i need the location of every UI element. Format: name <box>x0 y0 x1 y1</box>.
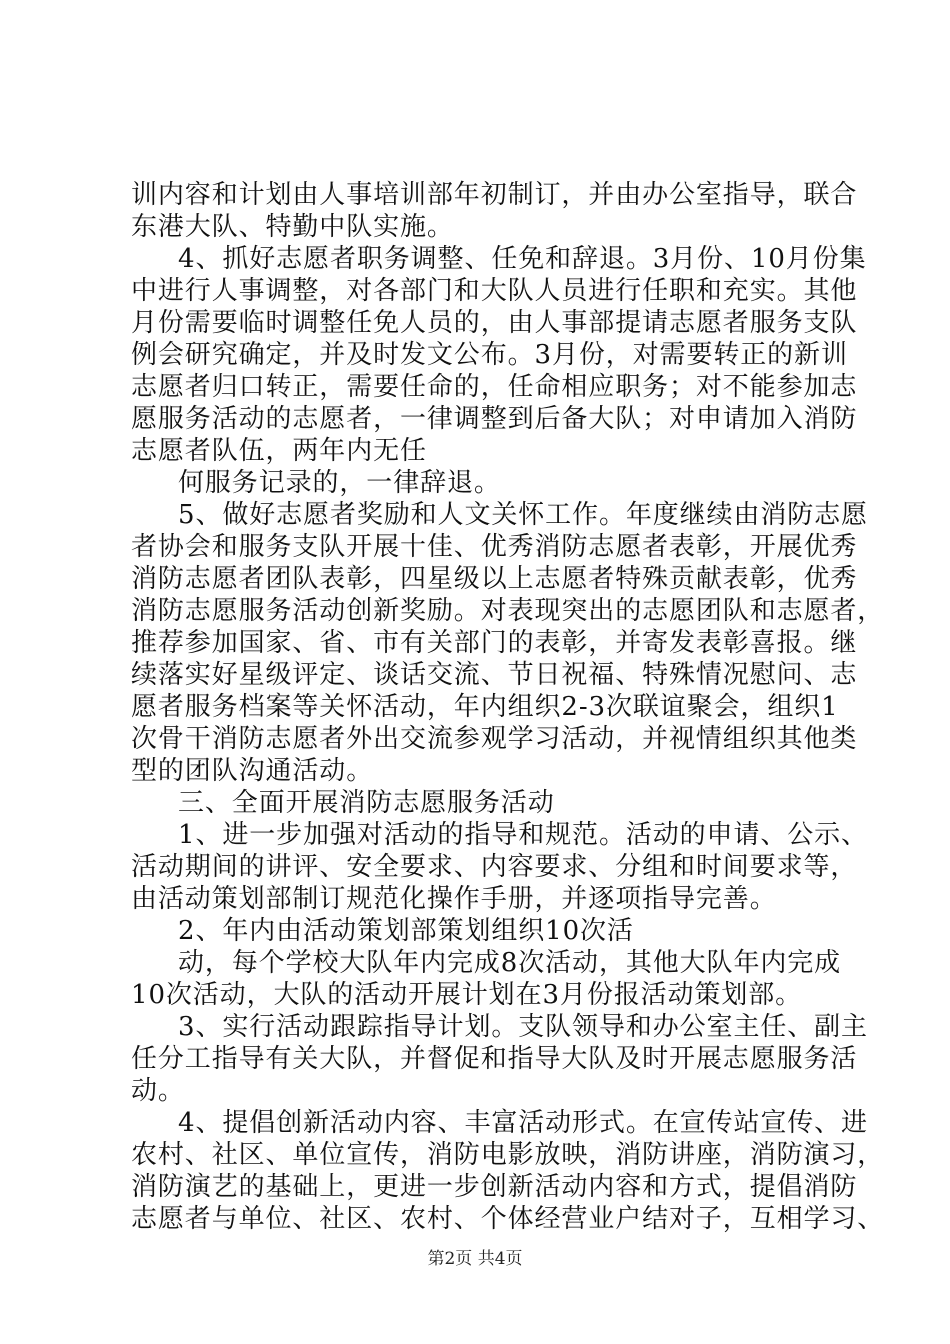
section-heading: 三、全面开展消防志愿服务活动 <box>178 788 555 818</box>
text-line: 者协会和服务支队开展十佳、优秀消防志愿者表彰，开展优秀 <box>131 532 858 562</box>
text-line: 愿者服务档案等关怀活动，年内组织2-3次联谊聚会，组织1 <box>131 692 839 722</box>
page-number: 第2页 共4页 <box>427 1249 523 1269</box>
text-line: 消防志愿服务活动创新奖励。对表现突出的志愿团队和志愿者， <box>131 596 885 626</box>
text-line: 东港大队、特勤中队实施。 <box>131 212 454 242</box>
text-line: 10次活动，大队的活动开展计划在3月份报活动策划部。 <box>131 980 803 1010</box>
text-line: 次骨干消防志愿者外出交流参观学习活动，并视情组织其他类 <box>131 724 858 754</box>
text-line: 愿服务活动的志愿者，一律调整到后备大队；对申请加入消防 <box>131 404 858 434</box>
text-line: 训内容和计划由人事培训部年初制订，并由办公室指导，联合 <box>131 180 858 210</box>
text-line: 2、年内由活动策划部策划组织10次活 <box>178 916 634 946</box>
text-line: 志愿者队伍，两年内无任 <box>131 436 427 466</box>
text-line: 农村、社区、单位宣传，消防电影放映，消防讲座，消防演习， <box>131 1140 885 1170</box>
text-line: 志愿者与单位、社区、农村、个体经营业户结对子，互相学习、 <box>131 1204 885 1234</box>
text-line: 续落实好星级评定、谈话交流、节日祝福、特殊情况慰问、志 <box>131 660 858 690</box>
text-line: 4、抓好志愿者职务调整、任免和辞退。3月份、10月份集 <box>178 244 867 274</box>
text-line: 1、进一步加强对活动的指导和规范。活动的申请、公示、 <box>178 820 868 850</box>
text-line: 5、做好志愿者奖励和人文关怀工作。年度继续由消防志愿 <box>178 500 868 530</box>
text-line: 由活动策划部制订规范化操作手册，并逐项指导完善。 <box>131 884 777 914</box>
text-line: 推荐参加国家、省、市有关部门的表彰，并寄发表彰喜报。继 <box>131 628 858 658</box>
text-line: 消防志愿者团队表彰，四星级以上志愿者特殊贡献表彰，优秀 <box>131 564 858 594</box>
text-line: 动，每个学校大队年内完成8次活动，其他大队年内完成 <box>178 948 842 978</box>
text-line: 例会研究确定，并及时发文公布。3月份，对需要转正的新训 <box>131 340 848 370</box>
text-line: 志愿者归口转正，需要任命的，任命相应职务；对不能参加志 <box>131 372 858 402</box>
text-line: 型的团队沟通活动。 <box>131 756 374 786</box>
text-line: 月份需要临时调整任免人员的，由人事部提请志愿者服务支队 <box>131 308 858 338</box>
text-line: 4、提倡创新活动内容、丰富活动形式。在宣传站宣传、进 <box>178 1108 868 1138</box>
text-line: 何服务记录的，一律辞退。 <box>178 468 501 498</box>
text-line: 中进行人事调整，对各部门和大队人员进行任职和充实。其他 <box>131 276 858 306</box>
text-line: 3、实行活动跟踪指导计划。支队领导和办公室主任、副主 <box>178 1012 868 1042</box>
text-line: 活动期间的讲评、安全要求、内容要求、分组和时间要求等， <box>131 852 858 882</box>
text-line: 消防演艺的基础上，更进一步创新活动内容和方式，提倡消防 <box>131 1172 858 1202</box>
text-line: 动。 <box>131 1076 185 1106</box>
text-line: 任分工指导有关大队，并督促和指导大队及时开展志愿服务活 <box>131 1044 858 1074</box>
